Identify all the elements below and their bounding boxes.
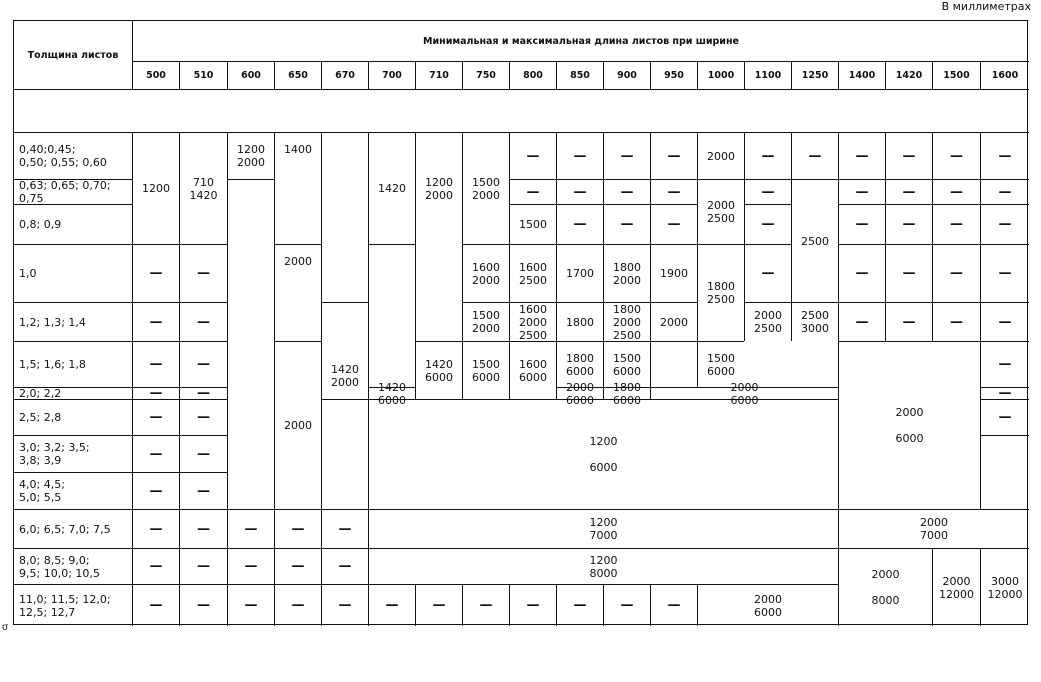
- value-cell: 1500 6000: [697, 341, 744, 387]
- value-cell: 1200 8000: [368, 548, 838, 584]
- dash-cell: —: [744, 179, 791, 204]
- dash-cell: —: [838, 302, 885, 341]
- header-spacer: [14, 89, 1029, 132]
- blank-cell: [274, 179, 321, 244]
- header-width-800: 800: [509, 61, 556, 89]
- value-cell: 1500 2000: [462, 302, 509, 341]
- header-width-1400: 1400: [838, 61, 885, 89]
- dash-cell: —: [179, 244, 227, 302]
- dash-cell: —: [932, 179, 980, 204]
- dash-cell: —: [838, 132, 885, 179]
- side-mark: σ: [2, 622, 9, 633]
- dash-cell: —: [274, 584, 321, 626]
- dash-cell: —: [179, 435, 227, 472]
- value-cell: 1600 2000: [462, 244, 509, 302]
- value-cell: 2500: [791, 179, 838, 302]
- value-cell: 2500 3000: [791, 302, 838, 341]
- value-cell: 1420 6000: [415, 341, 462, 399]
- value-cell: 1800 6000: [556, 341, 603, 387]
- value-cell: 1200 7000: [368, 509, 838, 548]
- value-cell: 1200 6000: [368, 399, 838, 509]
- dash-cell: —: [556, 132, 603, 179]
- header-width-650: 650: [274, 61, 321, 89]
- value-cell: 2000 2500: [697, 179, 744, 244]
- dash-cell: —: [603, 584, 650, 626]
- header-thickness: Толщина листов: [27, 49, 119, 61]
- dash-cell: —: [650, 179, 697, 204]
- row-thickness-label: 4,0; 4,5; 5,0; 5,5: [14, 472, 132, 509]
- value-cell: 1500: [509, 204, 556, 244]
- header-width-710: 710: [415, 61, 462, 89]
- dash-cell: —: [603, 179, 650, 204]
- dash-cell: —: [132, 548, 179, 584]
- dash-cell: —: [932, 244, 980, 302]
- dash-cell: —: [509, 179, 556, 204]
- blank-cell: [321, 132, 368, 302]
- value-cell: 2000: [274, 244, 321, 341]
- dash-cell: —: [980, 387, 1029, 399]
- value-cell: 1400: [274, 132, 321, 179]
- dash-cell: —: [179, 387, 227, 399]
- dash-cell: —: [179, 584, 227, 626]
- dash-cell: —: [932, 302, 980, 341]
- dash-cell: —: [132, 302, 179, 341]
- dash-cell: —: [132, 584, 179, 626]
- value-cell: 1800 2000: [603, 244, 650, 302]
- value-cell: 3000 12000: [980, 548, 1029, 626]
- value-cell: 2000 2500: [744, 302, 791, 341]
- value-cell: 1500 6000: [603, 341, 650, 387]
- blank-cell: [415, 244, 462, 341]
- dash-cell: —: [227, 509, 274, 548]
- dash-cell: —: [650, 584, 697, 626]
- dash-cell: —: [744, 244, 791, 302]
- dash-cell: —: [556, 204, 603, 244]
- value-cell: 1200 2000: [415, 132, 462, 244]
- value-cell: 2000: [274, 341, 321, 509]
- value-cell: 1600 2000 2500: [509, 302, 556, 341]
- dash-cell: —: [415, 584, 462, 626]
- header-width-1420: 1420: [885, 61, 932, 89]
- row-thickness-label: 2,0; 2,2: [14, 387, 132, 399]
- dash-cell: —: [932, 204, 980, 244]
- dash-cell: —: [885, 179, 932, 204]
- dash-cell: —: [838, 204, 885, 244]
- row-thickness-label: 6,0; 6,5; 7,0; 7,5: [14, 509, 132, 548]
- dash-cell: —: [368, 584, 415, 626]
- value-cell: 2000 12000: [932, 548, 980, 626]
- dash-cell: —: [980, 341, 1029, 387]
- dash-cell: —: [932, 132, 980, 179]
- value-cell: 1600 6000: [509, 341, 556, 399]
- header-width-1000: 1000: [697, 61, 744, 89]
- dash-cell: —: [132, 509, 179, 548]
- header-width-1250: 1250: [791, 61, 838, 89]
- value-cell: 1700: [556, 244, 603, 302]
- row-thickness-label: 0,63; 0,65; 0,70; 0,75: [14, 179, 132, 204]
- dash-cell: —: [179, 548, 227, 584]
- dash-cell: —: [132, 435, 179, 472]
- dash-cell: —: [227, 548, 274, 584]
- dash-cell: —: [179, 399, 227, 435]
- dash-cell: —: [980, 244, 1029, 302]
- units-note: В миллиметрах: [941, 0, 1031, 13]
- header-width-700: 700: [368, 61, 415, 89]
- value-cell: 1800 2000 2500: [603, 302, 650, 341]
- value-cell: 2000 6000: [650, 387, 838, 399]
- dash-cell: —: [744, 204, 791, 244]
- dash-cell: —: [179, 302, 227, 341]
- dash-cell: —: [980, 302, 1029, 341]
- value-cell: 2000 6000: [556, 387, 603, 399]
- header-width-850: 850: [556, 61, 603, 89]
- dash-cell: —: [885, 204, 932, 244]
- value-cell: 2000: [650, 302, 697, 341]
- dash-cell: —: [227, 584, 274, 626]
- header-width-1500: 1500: [932, 61, 980, 89]
- dash-cell: —: [885, 244, 932, 302]
- dash-cell: —: [132, 399, 179, 435]
- dash-cell: —: [980, 204, 1029, 244]
- header-length-caption: Минимальная и максимальная длина листов при ширине: [132, 21, 1029, 61]
- dash-cell: —: [179, 341, 227, 387]
- value-cell: 1420 6000: [368, 387, 415, 399]
- header-width-750: 750: [462, 61, 509, 89]
- dash-cell: —: [556, 179, 603, 204]
- value-cell: 1500 6000: [462, 341, 509, 399]
- header-width-500: 500: [132, 61, 179, 89]
- dash-cell: —: [744, 132, 791, 179]
- dash-cell: —: [321, 509, 368, 548]
- value-cell: 1600 2500: [509, 244, 556, 302]
- dash-cell: —: [885, 132, 932, 179]
- row-thickness-label: 8,0; 8,5; 9,0; 9,5; 10,0; 10,5: [14, 548, 132, 584]
- row-thickness-label: 0,40;0,45; 0,50; 0,55; 0,60: [14, 132, 132, 179]
- row-thickness-label: 0,8; 0,9: [14, 204, 132, 244]
- value-cell: 2000 6000: [838, 341, 980, 509]
- value-cell: 2000: [697, 132, 744, 179]
- dash-cell: —: [274, 548, 321, 584]
- dash-cell: —: [603, 204, 650, 244]
- header-width-900: 900: [603, 61, 650, 89]
- header-width-1600: 1600: [980, 61, 1029, 89]
- value-cell: 1420: [368, 132, 415, 244]
- dash-cell: —: [132, 341, 179, 387]
- dash-cell: —: [603, 132, 650, 179]
- value-cell: 1800 2500: [697, 244, 744, 341]
- row-thickness-label: 11,0; 11,5; 12,0; 12,5; 12,7: [14, 584, 132, 626]
- dash-cell: —: [462, 584, 509, 626]
- row-thickness-label: 3,0; 3,2; 3,5; 3,8; 3,9: [14, 435, 132, 472]
- blank-cell: [321, 399, 368, 509]
- row-thickness-label: 1,0: [14, 244, 132, 302]
- dash-cell: —: [838, 244, 885, 302]
- dash-cell: —: [179, 509, 227, 548]
- dash-cell: —: [791, 132, 838, 179]
- value-cell: 710 1420: [179, 132, 227, 244]
- value-cell: 1200: [132, 132, 179, 244]
- dash-cell: —: [179, 472, 227, 509]
- value-cell: 2000 7000: [838, 509, 1029, 548]
- blank-cell: [980, 435, 1029, 509]
- value-cell: 1800: [556, 302, 603, 341]
- dash-cell: —: [650, 132, 697, 179]
- blank-cell: [650, 341, 697, 387]
- row-thickness-label: 2,5; 2,8: [14, 399, 132, 435]
- dash-cell: —: [132, 387, 179, 399]
- dash-cell: —: [321, 548, 368, 584]
- dash-cell: —: [885, 302, 932, 341]
- row-thickness-label: 1,2; 1,3; 1,4: [14, 302, 132, 341]
- blank-cell: [227, 179, 274, 509]
- blank-cell: [368, 244, 415, 387]
- header-width-600: 600: [227, 61, 274, 89]
- dash-cell: —: [132, 244, 179, 302]
- dash-cell: —: [838, 179, 885, 204]
- dash-cell: —: [509, 132, 556, 179]
- dash-cell: —: [132, 472, 179, 509]
- dash-cell: —: [650, 204, 697, 244]
- length-table: [13, 20, 1028, 625]
- dash-cell: —: [321, 584, 368, 626]
- header-width-670: 670: [321, 61, 368, 89]
- dash-cell: —: [274, 509, 321, 548]
- value-cell: 1900: [650, 244, 697, 302]
- value-cell: 2000 6000: [697, 584, 838, 626]
- value-cell: 1500 2000: [462, 132, 509, 244]
- header-width-950: 950: [650, 61, 697, 89]
- value-cell: 2000 8000: [838, 548, 932, 626]
- value-cell: 1800 6000: [603, 387, 650, 399]
- dash-cell: —: [980, 132, 1029, 179]
- value-cell: 1420 2000: [321, 302, 368, 399]
- dash-cell: —: [509, 584, 556, 626]
- row-thickness-label: 1,5; 1,6; 1,8: [14, 341, 132, 387]
- dash-cell: —: [980, 179, 1029, 204]
- value-cell: 1200 2000: [227, 132, 274, 179]
- header-width-510: 510: [179, 61, 227, 89]
- dash-cell: —: [980, 399, 1029, 435]
- dash-cell: —: [556, 584, 603, 626]
- header-width-1100: 1100: [744, 61, 791, 89]
